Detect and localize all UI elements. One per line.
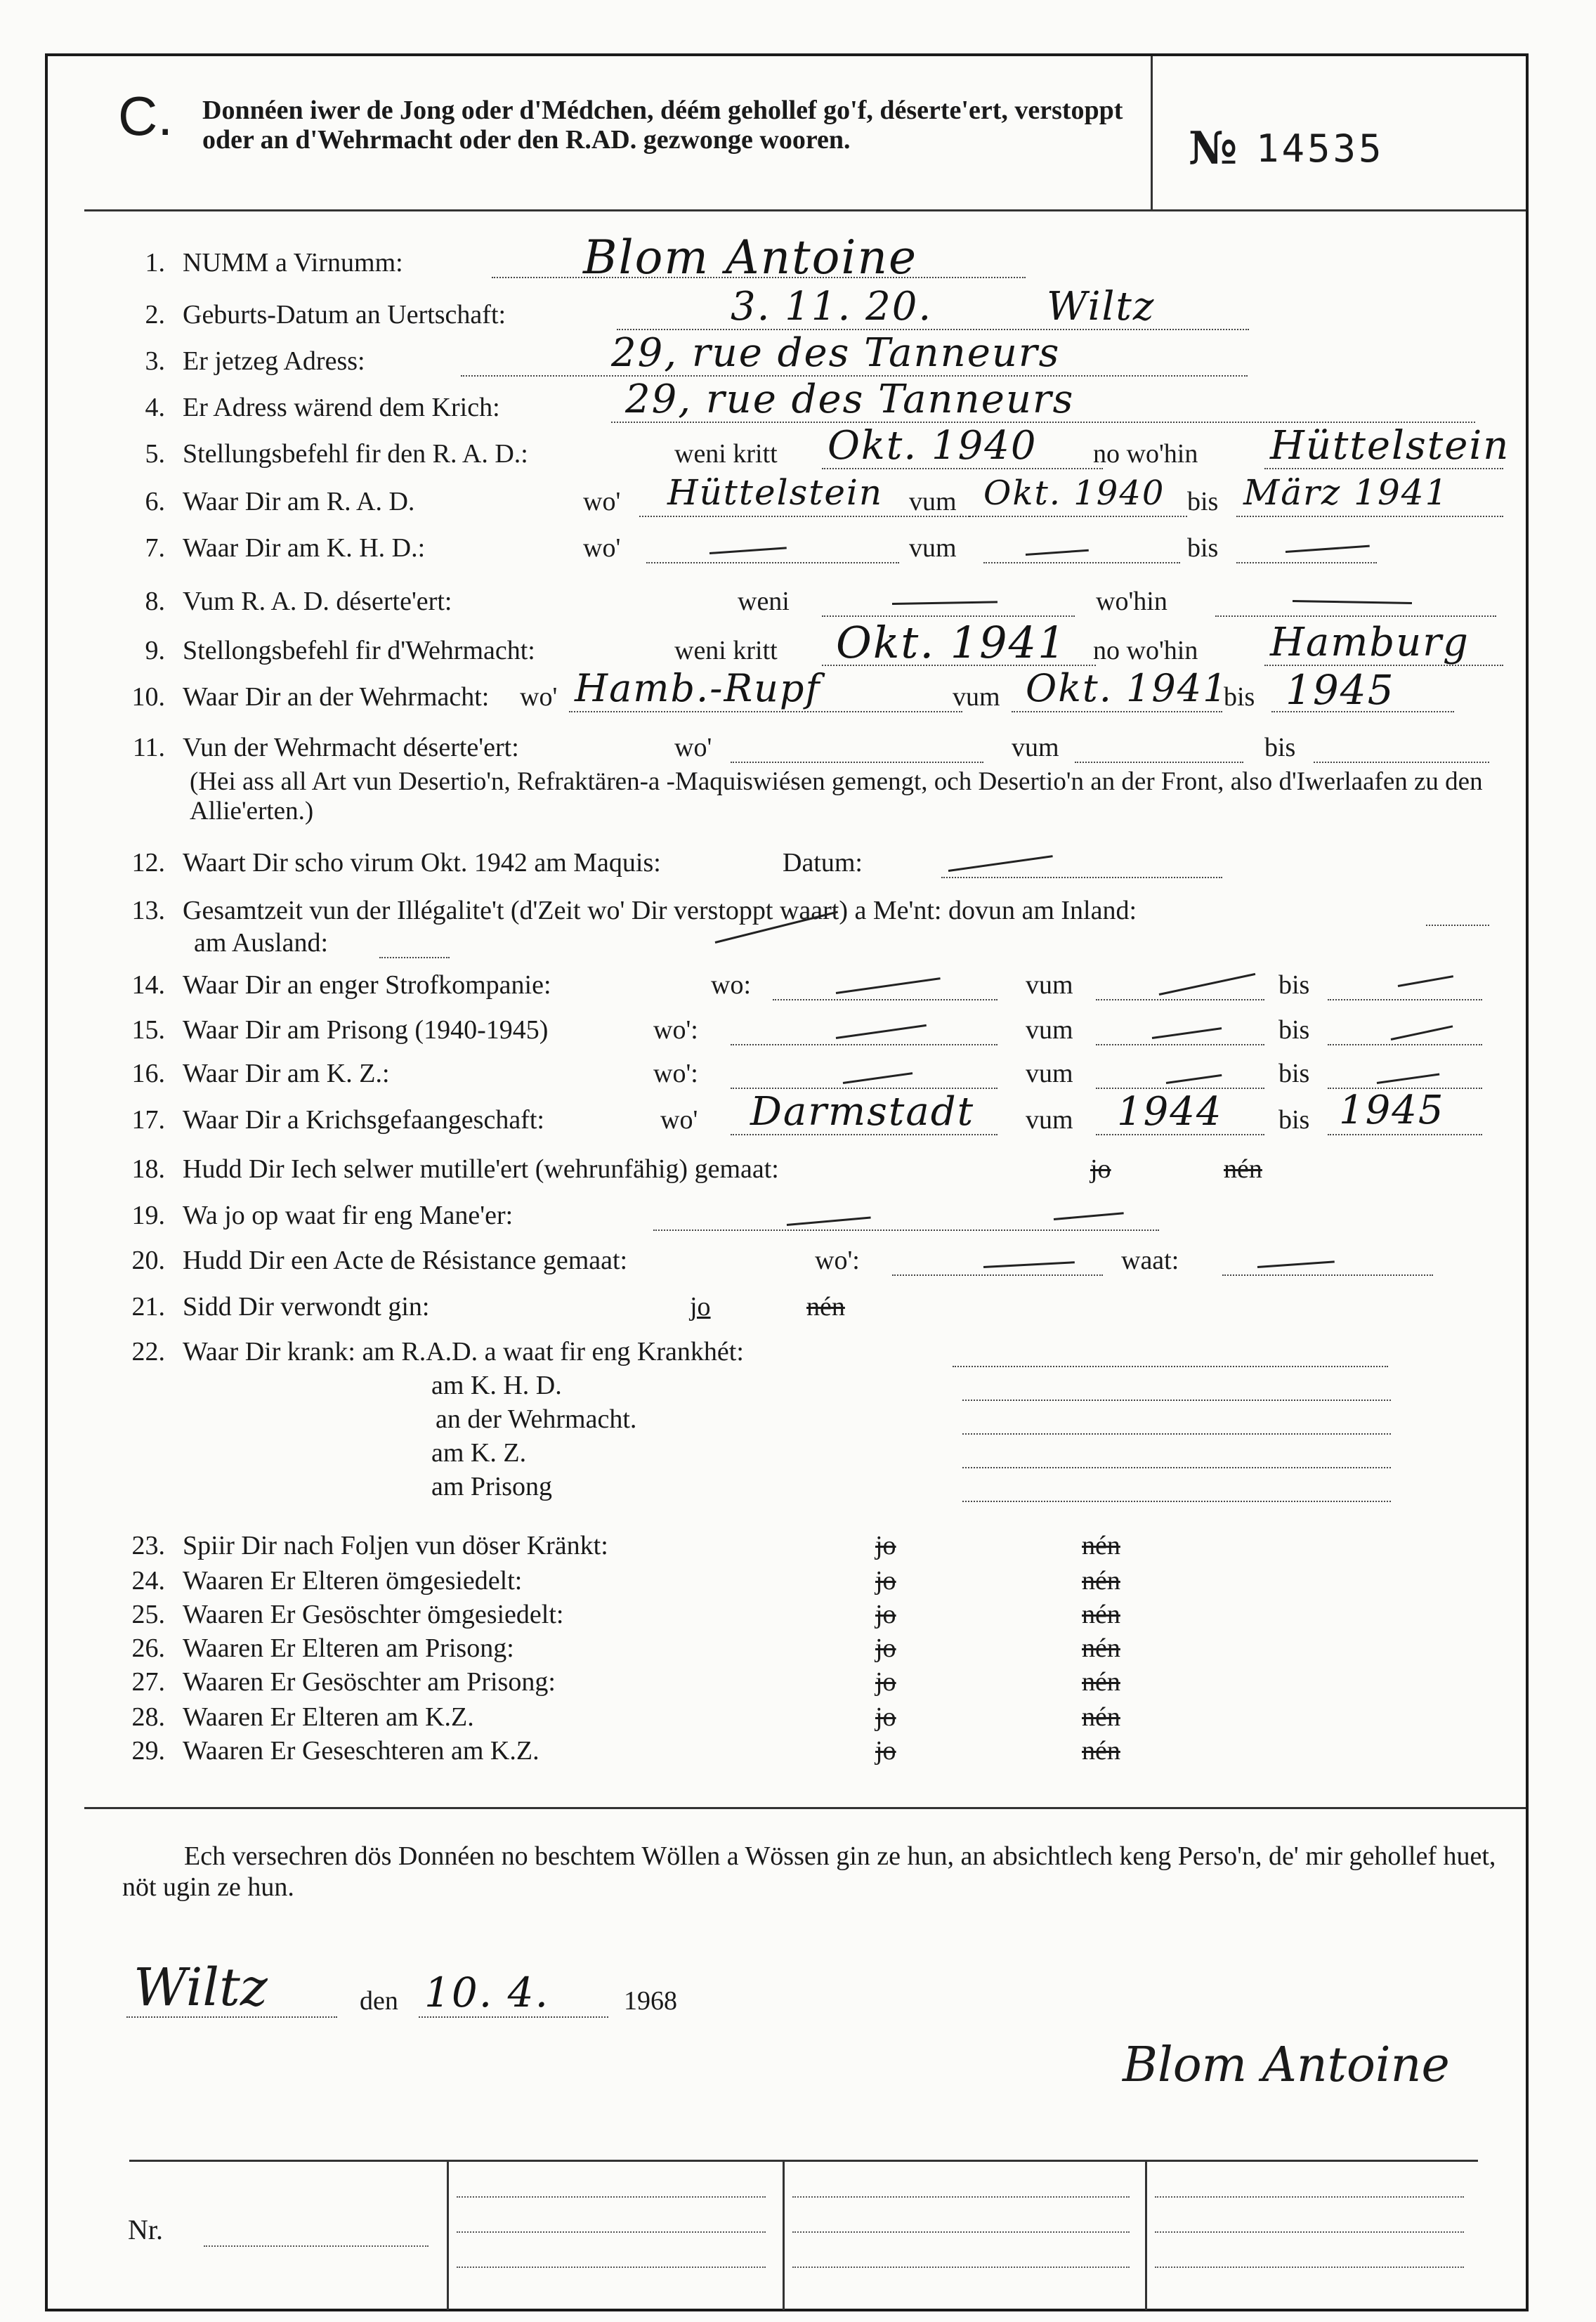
fill-line: [1328, 1044, 1482, 1045]
row-label: Vum R. A. D. déserte'ert:: [183, 587, 452, 616]
cell-line: [792, 2196, 1130, 2198]
to-label: bis: [1278, 1105, 1310, 1135]
handwritten-captivity-place: Darmstadt: [750, 1089, 975, 1135]
to-label: bis: [1187, 533, 1219, 563]
answer-yes: jo: [875, 1736, 896, 1766]
row-label: Waar Dir a Krichsgefaangeschaft:: [183, 1105, 544, 1135]
abroad-label: am Ausland:: [194, 928, 329, 958]
handwritten-wehrmacht-order-date: Okt. 1941: [836, 617, 1067, 668]
fill-line: [1236, 516, 1503, 517]
handwritten-date: 10. 4.: [424, 1969, 550, 2016]
cell-line: [1155, 2266, 1464, 2268]
row-number: 17.: [131, 1105, 165, 1135]
desertion-note: (Hei ass all Art vun Desertio'n, Refraktären-a -Maquiswiésen gemengt, och Desertio'n an der Front, also d'Iwerlaafen zu den Allie'erten.): [190, 767, 1483, 826]
row-label: Er Adress wärend dem Krich:: [183, 393, 500, 422]
what-label: waat:: [1121, 1246, 1179, 1275]
footer-column-divider: [783, 2160, 785, 2310]
where-label: wo': [583, 533, 621, 563]
row-label: Stellungsbefehl fir den R. A. D.:: [183, 439, 528, 469]
answer-no: nén: [1082, 1531, 1120, 1560]
answer-no: nén: [1224, 1154, 1262, 1184]
fill-line: [1314, 762, 1489, 763]
year: 1968: [624, 1986, 677, 2016]
row-number: 2.: [145, 300, 165, 330]
answer-no: nén: [1082, 1566, 1120, 1596]
cell-line: [457, 2196, 766, 2198]
footer-rule: [129, 2160, 1478, 2162]
declaration-text: Ech versechren dös Donnéen no beschtem Wöllen a Wössen gin ze hun, an absichtlech keng Perso'n, de' mir gehollef huet, nöt ugin ze hun.: [122, 1841, 1496, 1902]
where-label: no wo'hin: [1093, 439, 1198, 469]
row-number: 7.: [145, 533, 165, 563]
where-label: wo': [674, 733, 712, 762]
handwritten-rad-from: Okt. 1940: [983, 474, 1165, 513]
row-label: Sidd Dir verwondt gin:: [183, 1292, 430, 1322]
fill-line: [646, 562, 899, 563]
row-number: 4.: [145, 393, 165, 422]
row-label: Hudd Dir een Acte de Résistance gemaat:: [183, 1246, 628, 1275]
row-label: Waar Dir am R. A. D.: [183, 487, 415, 516]
fill-line: [1012, 711, 1222, 712]
cell-line: [792, 2266, 1130, 2268]
row-number: 6.: [145, 487, 165, 516]
row-number: 28.: [131, 1702, 165, 1732]
cell-line: [1155, 2231, 1464, 2233]
section-heading: Donnéen iwer de Jong oder d'Médchen, déém gehollef go'f, déserte'ert, verstoppt oder an d'Wehrmacht oder den R.AD. gezwonge wooren.: [202, 96, 1123, 155]
row-label: Waaren Er Gesöschter ömgesiedelt:: [183, 1600, 564, 1629]
row-number: 24.: [131, 1566, 165, 1596]
row-number: 20.: [131, 1246, 165, 1275]
row-label: Waar Dir am K. Z.:: [183, 1059, 390, 1088]
answer-yes: jo: [875, 1667, 896, 1697]
from-label: vum: [909, 487, 957, 516]
answer-yes: jo: [875, 1633, 896, 1663]
from-label: vum: [1026, 1059, 1073, 1088]
row-label: Er jetzeg Adress:: [183, 346, 365, 376]
row-label: Vun der Wehrmacht déserte'ert:: [183, 733, 519, 762]
row-number: 26.: [131, 1633, 165, 1663]
handwritten-current-address: 29, rue des Tanneurs: [611, 330, 1061, 376]
fill-line: [1328, 1134, 1482, 1135]
row-number: 13.: [131, 896, 165, 925]
row-label: NUMM a Virnumm:: [183, 248, 403, 278]
number-symbol: №: [1189, 122, 1238, 175]
to-label: bis: [1278, 970, 1310, 1000]
den-label: den: [360, 1986, 398, 2016]
sub-label: am Prisong: [431, 1472, 553, 1501]
sub-label: an der Wehrmacht.: [436, 1404, 637, 1434]
row-label: Gesamtzeit vun der Illégalite't (d'Zeit wo' Dir verstoppt waart) a Me'nt: dovun am Inland:: [183, 896, 1137, 925]
row-label: Waar Dir am K. H. D.:: [183, 533, 426, 563]
handwritten-wehrmacht-to: 1945: [1286, 666, 1395, 714]
cell-line: [792, 2231, 1130, 2233]
handwritten-rad-to: März 1941: [1243, 472, 1449, 513]
where-label: wo'hin: [1096, 587, 1167, 616]
fill-line: [773, 999, 998, 1000]
row-label: Waar Dir an enger Strofkompanie:: [183, 970, 551, 1000]
answer-no: nén: [1082, 1600, 1120, 1629]
fill-line: [1096, 1044, 1264, 1045]
fill-line: [1222, 1274, 1433, 1276]
row-number: 1.: [145, 248, 165, 278]
handwritten-signature: Blom Antoine: [1123, 2037, 1450, 2093]
row-label: Geburts-Datum an Uertschaft:: [183, 300, 506, 330]
from-label: vum: [1026, 970, 1073, 1000]
when-label: weni: [738, 587, 790, 616]
where-label: wo': [583, 487, 621, 516]
row-label: Waaren Er Elteren ömgesiedelt:: [183, 1566, 523, 1596]
from-label: vum: [953, 682, 1000, 712]
row-number: 21.: [131, 1292, 165, 1322]
row-number: 16.: [131, 1059, 165, 1088]
fill-line: [969, 516, 1187, 517]
row-number: 22.: [131, 1337, 165, 1367]
row-number: 19.: [131, 1201, 165, 1230]
row-label: Waart Dir scho virum Okt. 1942 am Maquis:: [183, 848, 661, 878]
to-label: bis: [1264, 733, 1296, 762]
answer-no: nén: [1082, 1702, 1120, 1732]
to-label: bis: [1187, 487, 1219, 516]
fill-line: [962, 1501, 1391, 1502]
cell-line: [457, 2231, 766, 2233]
where-label: wo':: [815, 1246, 860, 1275]
handwritten-place: Wiltz: [133, 1957, 268, 2018]
row-label: Stellongsbefehl fir d'Wehrmacht:: [183, 636, 535, 665]
fill-line: [892, 1274, 1103, 1276]
fill-line: [953, 1366, 1388, 1367]
row-number: 25.: [131, 1600, 165, 1629]
row-label: Waaren Er Geseschteren am K.Z.: [183, 1736, 539, 1766]
row-label: Hudd Dir Iech selwer mutille'ert (wehrunfähig) gemaat:: [183, 1154, 779, 1184]
section-letter: C.: [118, 85, 173, 147]
handwritten-birth-place: Wiltz: [1047, 284, 1156, 330]
fill-line: [1096, 999, 1264, 1000]
row-label: Waar Dir an der Wehrmacht:: [183, 682, 490, 712]
answer-yes: jo: [875, 1566, 896, 1596]
from-label: vum: [909, 533, 957, 563]
cell-line: [457, 2266, 766, 2268]
row-label: Waaren Er Gesöschter am Prisong:: [183, 1667, 556, 1697]
fill-line: [962, 1467, 1391, 1468]
answer-no: nén: [1082, 1633, 1120, 1663]
when-label: weni kritt: [674, 636, 778, 665]
where-label: wo': [520, 682, 558, 712]
sub-label: am K. Z.: [431, 1438, 527, 1468]
fill-line: [1426, 925, 1489, 926]
handwritten-wehrmacht-from: Okt. 1941: [1026, 666, 1229, 710]
row-label: Waar Dir am Prisong (1940-1945): [183, 1015, 549, 1045]
row-number: 3.: [145, 346, 165, 376]
handwritten-captivity-from: 1944: [1117, 1089, 1223, 1135]
handwritten-wehrmacht-unit: Hamb.-Rupf: [575, 666, 821, 710]
fill-line: [983, 562, 1180, 563]
to-label: bis: [1278, 1015, 1310, 1045]
fill-line: [1075, 762, 1243, 763]
when-label: weni kritt: [674, 439, 778, 469]
row-label: Wa jo op waat fir eng Mane'er:: [183, 1201, 514, 1230]
from-label: vum: [1026, 1105, 1073, 1135]
answer-yes-selected: jo: [690, 1292, 711, 1322]
handwritten-birth-date: 3. 11. 20.: [731, 284, 933, 330]
answer-no: nén: [1082, 1667, 1120, 1697]
fill-line: [731, 762, 983, 763]
row-number: 29.: [131, 1736, 165, 1766]
row-number: 15.: [131, 1015, 165, 1045]
answer-yes: jo: [875, 1600, 896, 1629]
header-rule: [84, 209, 1526, 211]
sub-label: am K. H. D.: [431, 1371, 562, 1400]
row-number: 11.: [132, 733, 165, 762]
answer-yes: jo: [875, 1531, 896, 1560]
answer-no: nén: [1082, 1736, 1120, 1766]
fill-line: [731, 1044, 998, 1045]
answer-no: nén: [806, 1292, 845, 1322]
cell-line: [1155, 2196, 1464, 2198]
to-label: bis: [1224, 682, 1255, 712]
fill-line: [1236, 562, 1377, 563]
row-number: 23.: [131, 1531, 165, 1560]
where-label: wo':: [653, 1059, 698, 1088]
row-number: 18.: [131, 1154, 165, 1184]
footer-column-divider: [447, 2160, 449, 2310]
row-label: Spiir Dir nach Foljen vun döser Kränkt:: [183, 1531, 608, 1560]
row-number: 9.: [145, 636, 165, 665]
where-label: wo':: [653, 1015, 698, 1045]
where-label: no wo'hin: [1093, 636, 1198, 665]
handwritten-rad-order-date: Okt. 1940: [828, 423, 1038, 469]
row-number: 8.: [145, 587, 165, 616]
fill-line: [379, 957, 450, 958]
row-number: 27.: [131, 1667, 165, 1697]
date-label: Datum:: [783, 848, 863, 878]
row-number: 10.: [131, 682, 165, 712]
fill-line: [941, 877, 1222, 878]
handwritten-name: Blom Antoine: [583, 230, 918, 285]
fill-line: [1215, 615, 1496, 617]
where-label: wo:: [711, 970, 751, 1000]
footer-column-divider: [1145, 2160, 1147, 2310]
row-number: 12.: [131, 848, 165, 878]
answer-yes: jo: [875, 1702, 896, 1732]
from-label: vum: [1026, 1015, 1073, 1045]
fill-line: [419, 2016, 608, 2018]
handwritten-rad-place: Hüttelstein: [667, 472, 884, 513]
fill-line: [653, 1230, 1159, 1231]
row-label: Waaren Er Elteren am Prisong:: [183, 1633, 514, 1663]
answer-yes: jo: [1090, 1154, 1111, 1184]
nr-fill-line: [204, 2245, 429, 2247]
fill-line: [569, 711, 962, 712]
form-number: 14535: [1256, 126, 1385, 171]
row-label: Waar Dir krank: am R.A.D. a waat fir eng Krankhét:: [183, 1337, 744, 1367]
from-label: vum: [1012, 733, 1059, 762]
fill-line: [962, 1400, 1391, 1401]
header-divider: [1151, 56, 1153, 209]
fill-line: [1328, 999, 1482, 1000]
where-label: wo': [660, 1105, 698, 1135]
fill-line: [962, 1433, 1391, 1435]
handwritten-rad-order-place: Hüttelstein: [1270, 423, 1510, 469]
handwritten-captivity-to: 1945: [1339, 1088, 1445, 1133]
handwritten-war-address: 29, rue des Tanneurs: [625, 377, 1075, 422]
handwritten-wehrmacht-order-place: Hamburg: [1270, 620, 1470, 665]
declaration-rule: [84, 1807, 1526, 1809]
row-number: 5.: [145, 439, 165, 469]
to-label: bis: [1278, 1059, 1310, 1088]
nr-label: Nr.: [128, 2214, 163, 2245]
row-label: Waaren Er Elteren am K.Z.: [183, 1702, 474, 1732]
row-number: 14.: [131, 970, 165, 1000]
